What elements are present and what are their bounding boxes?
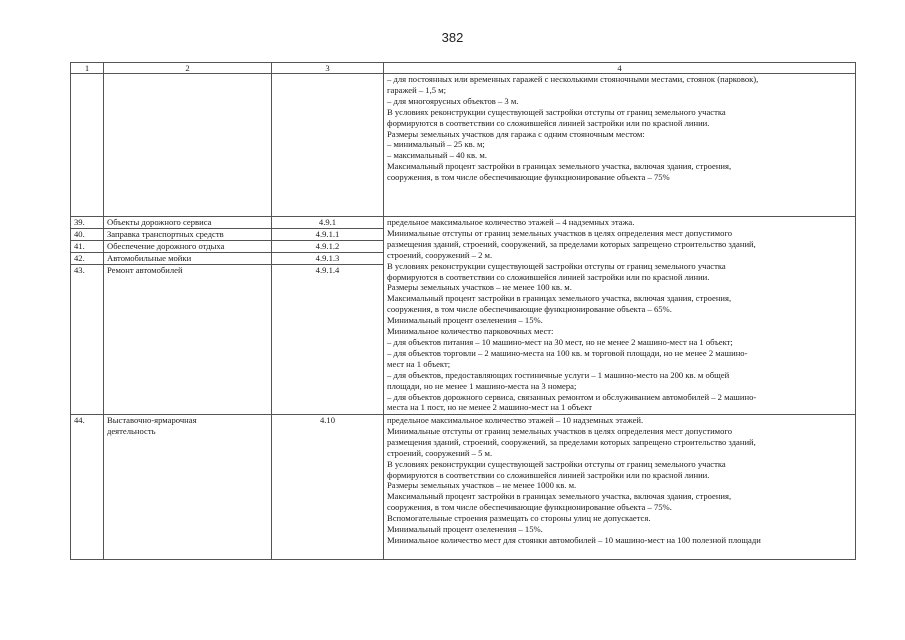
- text-line: Минимальный процент озеленения – 15%.: [387, 524, 543, 535]
- text-line: – для объектов, предоставляющих гостиничные услуги – 1 машино-место на 200 кв. м общей: [387, 369, 730, 380]
- table-header-row: [71, 63, 856, 74]
- use-type-code: 4.9.1: [272, 217, 384, 229]
- use-type-name: Обеспечение дорожного отдыха: [104, 241, 272, 253]
- text-line: В условиях реконструкции существующей застройки отступы от границ земельного участка: [387, 106, 726, 117]
- text-line: площади, но не менее 1 машино-места на 3 номера;: [387, 380, 577, 391]
- text-line: сооружения, в том числе обеспечивающие функционирование объекта – 75%.: [387, 502, 672, 513]
- text-line: Максимальный процент застройки в границах земельного участка, включая здания, строения,: [387, 293, 732, 304]
- regulations-text: [384, 415, 856, 560]
- row-number: 41.: [71, 241, 104, 253]
- use-type-name: [104, 415, 272, 560]
- row-number: 40.: [71, 229, 104, 241]
- text-line: – для многоярусных объектов – 3 м.: [387, 95, 519, 106]
- use-type-code: 4.9.1.4: [272, 265, 384, 415]
- use-type-code: 4.10: [272, 415, 384, 560]
- text-line: Максимальный процент застройки в границах земельного участка, включая здания, строения,: [387, 491, 732, 502]
- use-type-name: Объекты дорожного сервиса: [104, 217, 272, 229]
- row-number: 43.: [71, 265, 104, 415]
- row-number: 42.: [71, 253, 104, 265]
- text-line: Максимальный процент застройки в границах земельного участка, включая здания, строения,: [387, 161, 732, 172]
- continuation-row: [71, 74, 856, 217]
- use-type-name-line: Выставочно-ярмарочная: [107, 415, 197, 425]
- text-line: размещения зданий, строений, сооружений, за пределами которых запрещено строительство зданий,: [387, 238, 756, 249]
- text-line: – для постоянных или временных гаражей с несколькими стояночными местами, стоянок (парковок),: [387, 74, 759, 84]
- use-type-name: Автомобильные мойки: [104, 253, 272, 265]
- use-type-name: Ремонт автомобилей: [104, 265, 272, 415]
- text-line: формируются в соответствии со сложившейся линией застройки или по красной линии.: [387, 469, 710, 480]
- column-number-1: 1: [71, 63, 104, 74]
- text-line: мест на 1 объект;: [387, 358, 451, 369]
- text-line: Минимальное количество парковочных мест:: [387, 326, 554, 337]
- text-line: предельное максимальное количество этажей – 4 надземных этажа.: [387, 217, 635, 227]
- text-line: В условиях реконструкции существующей застройки отступы от границ земельного участка: [387, 260, 726, 271]
- text-line: – максимальный – 40 кв. м.: [387, 150, 487, 161]
- row-number: 44.: [71, 415, 104, 560]
- use-type-code: 4.9.1.1: [272, 229, 384, 241]
- use-type-code: 4.9.1.3: [272, 253, 384, 265]
- empty-cell: [272, 74, 384, 217]
- text-line: В условиях реконструкции существующей застройки отступы от границ земельного участка: [387, 458, 726, 469]
- text-line: места на 1 пост, но не менее 2 машино-мест на 1 объект: [387, 402, 593, 413]
- page-number: 382: [441, 30, 464, 45]
- text-line: Размеры земельных участков для гаража с одним стояночным местом:: [387, 128, 645, 139]
- use-type-name-line: деятельность: [107, 425, 156, 436]
- text-line: Минимальные отступы от границ земельных участков в целях определения мест допустимого: [387, 425, 733, 436]
- text-line: формируются в соответствии со сложившейся линией застройки или по красной линии.: [387, 271, 710, 282]
- text-line: – для объектов дорожного сервиса, связанных ремонтом и обслуживанием автомобилей – 2 машино-: [387, 391, 757, 402]
- text-line: сооружения, в том числе обеспечивающие функционирование объекта – 75%: [387, 172, 670, 183]
- row-number: 39.: [71, 217, 104, 229]
- text-line: Вспомогательные строения размещать со стороны улиц не допускается.: [387, 513, 651, 524]
- text-line: формируются в соответствии со сложившейся линией застройки или по красной линии.: [387, 117, 710, 128]
- text-line: Размеры земельных участков – не менее 100 кв. м.: [387, 282, 572, 293]
- text-line: – минимальный – 25 кв. м;: [387, 139, 485, 150]
- column-number-3: 3: [272, 63, 384, 74]
- text-line: Минимальное количество мест для стоянки автомобилей – 10 машино-мест на 100 полезной площади: [387, 534, 761, 545]
- table-row: [71, 415, 856, 560]
- empty-cell: [104, 74, 272, 217]
- column-number-2: 2: [104, 63, 272, 74]
- text-line: Минимальные отступы от границ земельных участков в целях определения мест допустимого: [387, 227, 733, 238]
- text-line: строений, сооружений – 5 м.: [387, 447, 493, 458]
- text-line: строений, сооружений – 2 м.: [387, 249, 493, 260]
- use-type-name: Заправка транспортных средств: [104, 229, 272, 241]
- continuation-text: [384, 74, 856, 217]
- text-line: сооружения, в том числе обеспечивающие функционирование объекта – 65%.: [387, 304, 672, 315]
- empty-cell: [71, 74, 104, 217]
- use-type-code: 4.9.1.2: [272, 241, 384, 253]
- regulations-text: [384, 217, 856, 415]
- zoning-regulations-table: [70, 62, 856, 560]
- text-line: – для объектов торговли – 2 машино-места на 100 кв. м торговой площади, но не менее 2 машино-: [387, 347, 748, 358]
- column-number-4: 4: [384, 63, 856, 74]
- text-line: предельное максимальное количество этажей – 10 надземных этажей.: [387, 415, 644, 425]
- text-line: – для объектов питания – 10 машино-мест на 30 мест, но не менее 2 машино-мест на 1 объект;: [387, 336, 733, 347]
- text-line: гаражей – 1,5 м;: [387, 84, 446, 95]
- table-row: [71, 217, 856, 229]
- text-line: размещения зданий, строений, сооружений, за пределами которых запрещено строительство зданий,: [387, 436, 756, 447]
- text-line: Размеры земельных участков – не менее 1000 кв. м.: [387, 480, 577, 491]
- text-line: Минимальный процент озеленения – 15%.: [387, 315, 543, 326]
